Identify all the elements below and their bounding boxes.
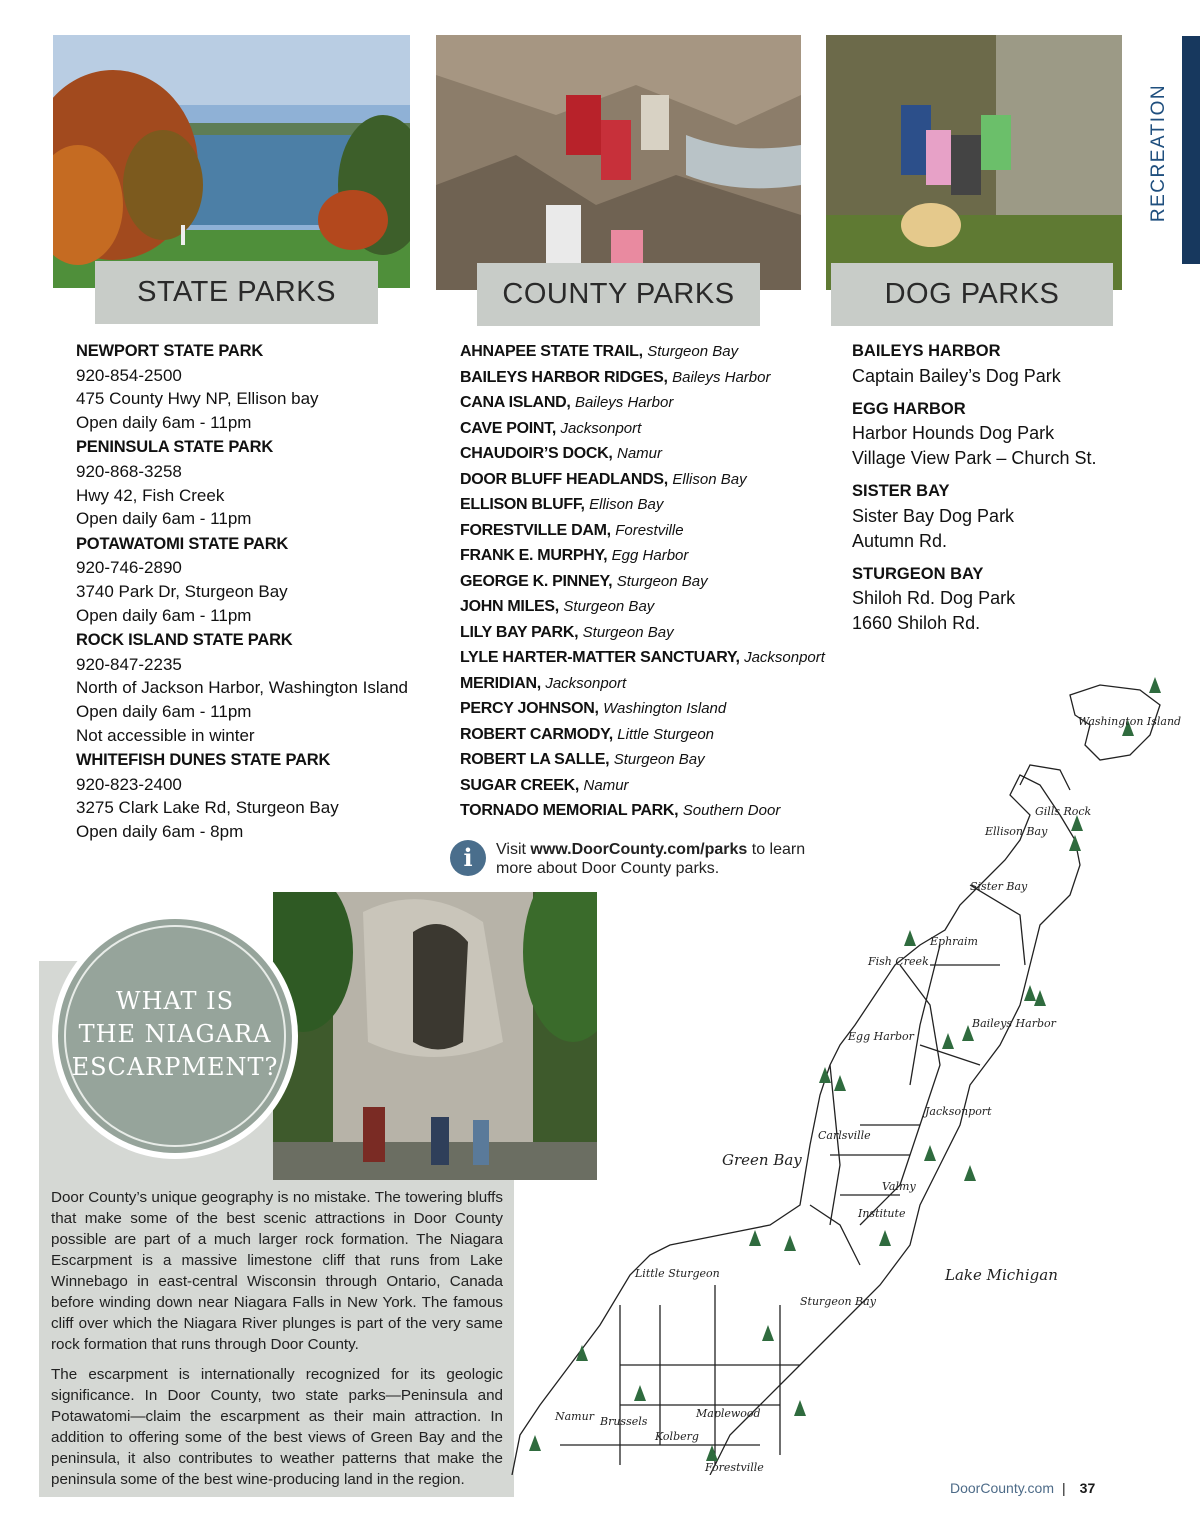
dog-park-detail: Autumn Rd. <box>852 530 948 551</box>
map-tree-icon <box>964 1165 976 1181</box>
site-link[interactable]: DoorCounty.com <box>950 1480 1055 1496</box>
svg-text:Baileys Harbor: Baileys Harbor <box>972 1017 1056 1030</box>
dog-parks-list <box>852 340 1132 636</box>
dog-parks-header: DOG PARKS <box>831 263 1113 326</box>
county-park-name: ROBERT LA SALLE, <box>460 751 610 768</box>
county-park-entry <box>460 416 810 442</box>
county-park-location: Namur <box>583 776 629 794</box>
county-park-entry <box>460 543 810 569</box>
county-park-name: ELLISON BLUFF, <box>460 496 585 513</box>
county-parks-header: COUNTY PARKS <box>477 263 760 326</box>
county-park-name: BAILEYS HARBOR RIDGES, <box>460 368 668 386</box>
county-park-location: Jacksonport <box>560 419 642 437</box>
county-park-entry <box>460 569 810 595</box>
state-park-detail: 3275 Clark Lake Rd, Sturgeon Bay <box>76 798 339 818</box>
county-park-name: LYLE HARTER-MATTER SANCTUARY, <box>460 649 740 666</box>
county-park-name: CANA ISLAND, <box>460 394 571 411</box>
county-park-location: Washington Island <box>603 700 727 717</box>
map-tree-icon <box>762 1325 774 1341</box>
county-park-name: CAVE POINT, <box>460 419 556 437</box>
state-park-detail: 920-854-2500 <box>76 365 182 385</box>
map-tree-icon <box>942 1033 954 1049</box>
map-tree-icon <box>749 1230 761 1246</box>
svg-text:Little Sturgeon: Little Sturgeon <box>635 1267 720 1280</box>
state-parks-header: STATE PARKS <box>95 261 378 324</box>
state-park-photo <box>53 35 410 288</box>
info-text: Visit www.DoorCounty.com/parks to learn more about Door County parks. <box>496 841 806 877</box>
state-park-detail: 920-746-2890 <box>76 558 182 578</box>
svg-text:Green Bay: Green Bay <box>722 1151 802 1169</box>
state-park-detail: Hwy 42, Fish Creek <box>76 485 225 505</box>
county-park-location: Baileys Harbor <box>672 368 771 386</box>
svg-text:Maplewood: Maplewood <box>696 1407 761 1420</box>
svg-text:Gills Rock: Gills Rock <box>1035 805 1092 818</box>
dog-park-detail: Sister Bay Dog Park <box>852 505 1015 526</box>
map-tree-icon <box>1034 990 1046 1006</box>
svg-text:Ephraim: Ephraim <box>930 935 978 948</box>
state-park-detail: Not accessible in winter <box>76 725 255 745</box>
state-park-detail: 475 County Hwy NP, Ellison bay <box>76 389 319 409</box>
map-tree-icon <box>1149 677 1161 693</box>
svg-text:Washington Island: Washington Island <box>1078 715 1182 728</box>
map-tree-icon <box>1024 985 1036 1001</box>
map-tree-icon <box>1069 835 1081 851</box>
county-park-name: GEORGE K. PINNEY, <box>460 572 613 590</box>
county-park-location: Namur <box>617 445 663 462</box>
county-park-location: Egg Harbor <box>611 547 689 564</box>
svg-text:Lake Michigan: Lake Michigan <box>945 1266 1058 1284</box>
county-park-location: Sturgeon Bay <box>616 572 708 590</box>
county-park-name: PERCY JOHNSON, <box>460 700 599 717</box>
county-park-entry <box>460 441 810 467</box>
svg-text:Brussels: Brussels <box>600 1415 648 1428</box>
state-park-entry <box>76 436 426 530</box>
svg-text:Ellison Bay: Ellison Bay <box>985 825 1048 838</box>
county-park-photo <box>436 35 801 290</box>
county-park-location: Jacksonport <box>744 649 825 666</box>
state-park-name: POTAWATOMI STATE PARK <box>76 534 289 553</box>
section-tab <box>1182 36 1200 264</box>
state-park-entry <box>76 340 426 434</box>
county-park-location: Ellison Bay <box>589 496 664 513</box>
map-tree-icon <box>904 930 916 946</box>
county-park-location: Ellison Bay <box>672 470 747 488</box>
map-tree-icon <box>576 1345 588 1361</box>
map-tree-icon <box>794 1400 806 1416</box>
state-park-detail: Open daily 6am - 11pm <box>76 701 252 721</box>
county-park-entry <box>460 365 810 391</box>
county-park-location: Sturgeon Bay <box>582 623 674 641</box>
escarpment-text: Door County’s unique geography is no mistake. The towering bluffs that make some of the best scenic attractions in Door County possible are part of a much larger rock formation. The Niagara Escarpment is a massive limestone cliff that runs from Lake Winnebago in east-central Wisconsin through Ontario, Canada before winding down near Niagara Falls in New York. The famous cliff over which the Niagara River plunges is part of the very same rock formation that runs through Door County. The escarpment is internationally recognized for its geologic significance. In Door County, two state parks—Peninsula and Potawatomi—claim the escarpment as their main attraction. In addition to offering some of the best views of Green Bay and the peninsula, it also contributes to weather patterns that make the peninsula some of the best wine-producing land in the region. <box>51 1189 503 1488</box>
state-park-detail: North of Jackson Harbor, Washington Island <box>76 678 408 698</box>
county-park-entry <box>460 620 810 646</box>
dog-park-detail: 1660 Shiloh Rd. <box>852 613 981 634</box>
state-park-detail: 920-847-2235 <box>76 654 182 674</box>
info-icon: i <box>450 840 486 876</box>
county-park-location: Forestville <box>615 521 684 539</box>
door-county-map <box>500 665 1190 1475</box>
county-park-name: FORESTVILLE DAM, <box>460 521 611 539</box>
state-park-detail: 920-823-2400 <box>76 774 182 794</box>
county-park-entry <box>460 492 810 518</box>
state-parks-list <box>76 340 426 845</box>
svg-text:Institute: Institute <box>858 1207 906 1220</box>
dog-park-town: STURGEON BAY <box>852 564 984 583</box>
state-park-name: ROCK ISLAND STATE PARK <box>76 631 293 650</box>
county-park-name: SUGAR CREEK, <box>460 776 580 794</box>
svg-text:Fish Creek: Fish Creek <box>868 955 929 968</box>
svg-text:Sister Bay: Sister Bay <box>970 880 1028 893</box>
svg-text:Kolberg: Kolberg <box>655 1430 699 1443</box>
map-tree-icon <box>634 1385 646 1401</box>
parks-link[interactable]: www.DoorCounty.com/parks <box>530 841 748 858</box>
dog-park-detail: Village View Park – Church St. <box>852 448 1097 469</box>
dog-park-detail: Shiloh Rd. Dog Park <box>852 588 1016 609</box>
state-park-name: WHITEFISH DUNES STATE PARK <box>76 751 331 770</box>
map-tree-icon <box>924 1145 936 1161</box>
svg-text:Carlsville: Carlsville <box>818 1129 871 1142</box>
county-park-location: Sturgeon Bay <box>613 751 705 768</box>
state-park-entry <box>76 629 426 747</box>
state-park-detail: Open daily 6am - 11pm <box>76 509 252 529</box>
county-park-name: AHNAPEE STATE TRAIL, <box>460 343 643 360</box>
state-park-detail: Open daily 6am - 11pm <box>76 412 252 432</box>
county-park-location: Southern Door <box>682 802 781 819</box>
page-number: 37 <box>1079 1480 1096 1496</box>
section-label: RECREATION <box>1148 83 1169 223</box>
svg-text:Valmy: Valmy <box>882 1180 916 1193</box>
dog-park-photo <box>826 35 1122 290</box>
county-park-name: FRANK E. MURPHY, <box>460 547 608 564</box>
svg-text:Namur: Namur <box>555 1410 594 1423</box>
map-tree-icon <box>784 1235 796 1251</box>
county-park-entry <box>460 339 810 365</box>
county-park-entry <box>460 518 810 544</box>
svg-text:Egg Harbor: Egg Harbor <box>848 1030 914 1043</box>
page-footer: DoorCounty.com | 37 <box>950 1480 1096 1496</box>
svg-text:Sturgeon Bay: Sturgeon Bay <box>800 1295 876 1308</box>
dog-park-town: SISTER BAY <box>852 482 950 501</box>
county-park-location: Little Sturgeon <box>617 725 715 743</box>
escarpment-title-badge <box>52 913 298 1159</box>
dog-park-town: BAILEYS HARBOR <box>852 342 1001 360</box>
state-park-entry <box>76 749 426 843</box>
county-park-name: LILY BAY PARK, <box>460 623 579 641</box>
state-park-name: PENINSULA STATE PARK <box>76 438 274 457</box>
map-tree-icon <box>529 1435 541 1451</box>
state-park-name: NEWPORT STATE PARK <box>76 342 264 360</box>
county-park-location: Sturgeon Bay <box>647 343 739 360</box>
county-park-entry <box>460 390 810 416</box>
dog-park-detail: Captain Bailey’s Dog Park <box>852 365 1061 386</box>
county-park-name: CHAUDOIR’S DOCK, <box>460 445 613 462</box>
svg-text:Forestville: Forestville <box>705 1461 764 1474</box>
county-park-name: ROBERT CARMODY, <box>460 725 613 743</box>
state-park-detail: Open daily 6am - 8pm <box>76 821 244 841</box>
county-park-name: MERIDIAN, <box>460 674 541 692</box>
county-park-name: DOOR BLUFF HEADLANDS, <box>460 470 668 488</box>
county-park-entry <box>460 594 810 620</box>
county-park-location: Jacksonport <box>545 674 627 692</box>
state-park-detail: Open daily 6am - 11pm <box>76 605 252 625</box>
county-park-name: TORNADO MEMORIAL PARK, <box>460 802 679 819</box>
map-tree-icon <box>879 1230 891 1246</box>
escarpment-title: WHAT IS THE NIAGARA ESCARPMENT? <box>71 987 279 1081</box>
map-tree-icon <box>834 1075 846 1091</box>
county-park-entry <box>460 467 810 493</box>
state-park-entry <box>76 533 426 627</box>
dog-park-town: EGG HARBOR <box>852 399 966 418</box>
county-park-location: Sturgeon Bay <box>563 598 655 615</box>
county-park-location: Baileys Harbor <box>574 394 674 411</box>
map-tree-icon <box>706 1445 718 1461</box>
state-park-detail: 3740 Park Dr, Sturgeon Bay <box>76 581 288 601</box>
dog-park-detail: Harbor Hounds Dog Park <box>852 423 1055 444</box>
svg-text:Jacksonport: Jacksonport <box>925 1105 992 1118</box>
state-park-detail: 920-868-3258 <box>76 461 182 481</box>
county-park-name: JOHN MILES, <box>460 598 559 615</box>
